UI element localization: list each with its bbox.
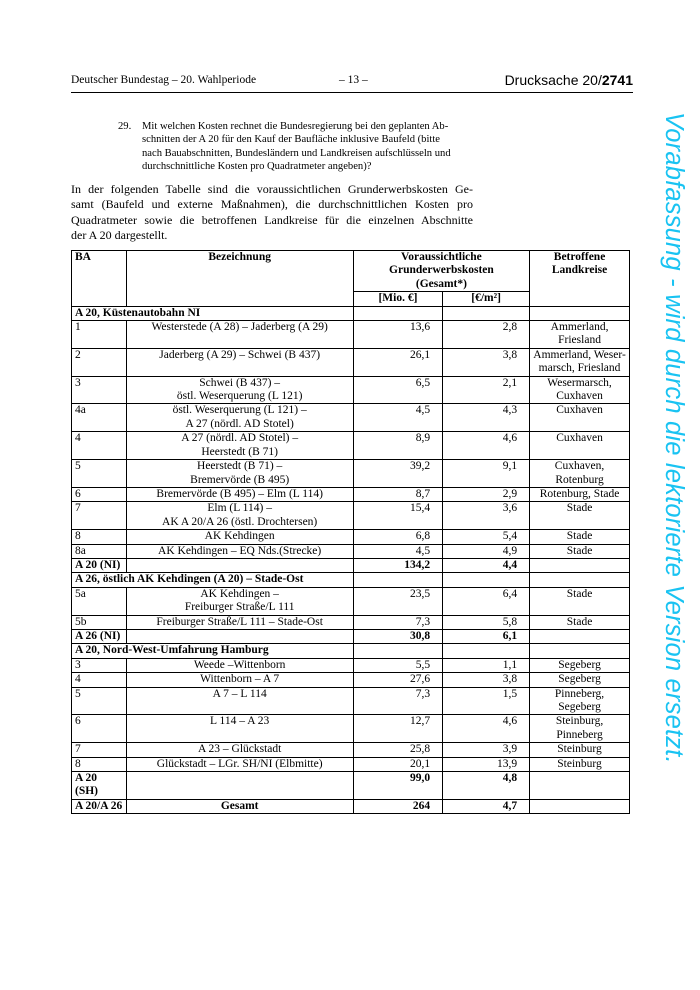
subtotal-mio: 134,2 xyxy=(353,558,442,572)
cell-landkreise xyxy=(530,615,630,629)
cell-ba-line: 4 xyxy=(75,673,81,686)
cell-mio xyxy=(353,404,442,432)
question-number: 29. xyxy=(118,121,132,132)
cell-bezeichnung-line: AK Kehdingen xyxy=(204,530,275,543)
cell-bezeichnung xyxy=(126,743,353,757)
cell-landkreise xyxy=(530,530,630,544)
cost-table xyxy=(71,250,630,814)
table-row xyxy=(72,487,630,501)
cell-ba-line: 8a xyxy=(75,544,86,557)
cell-mio-line: 8,7 xyxy=(415,487,431,500)
subtotal-qm: 6,1 xyxy=(443,629,530,643)
cell-bezeichnung xyxy=(126,544,353,558)
cell-qm-line: 1,5 xyxy=(502,687,518,700)
section-body xyxy=(72,658,630,771)
cell-qm xyxy=(443,658,530,672)
cell-ba xyxy=(72,715,127,743)
cell-landkreise-line: Ammerland, xyxy=(550,321,609,334)
cell-ba xyxy=(72,687,127,715)
cell-landkreise xyxy=(530,502,630,530)
cell-landkreise-line: Rotenburg xyxy=(555,473,604,486)
header-rule xyxy=(71,92,633,93)
cell-ba xyxy=(72,404,127,432)
section-title: A 20, Küstenautobahn NI xyxy=(72,306,354,320)
cell-bezeichnung xyxy=(126,530,353,544)
cell-qm-line: 3,8 xyxy=(502,348,518,361)
cell-mio-line: 27,6 xyxy=(409,673,431,686)
cell-qm xyxy=(443,348,530,376)
subtotal-qm: 4,8 xyxy=(443,772,530,800)
intro-line: In der folgenden Tabelle sind die voraussichtlichen Grunderwerbskosten Ge- xyxy=(71,182,473,196)
cell-landkreise xyxy=(530,743,630,757)
cell-qm-line: 6,4 xyxy=(502,587,518,600)
cell-landkreise-line: Stade xyxy=(566,530,593,543)
header-landkreise-line: Betroffene xyxy=(553,251,606,263)
table-row xyxy=(72,376,630,404)
question-line: nach Bauabschnitten, Bundesländern und Landkreisen aufschlüsseln und xyxy=(142,147,451,159)
table-row xyxy=(72,460,630,488)
header-kosten-line: Voraussichtliche xyxy=(401,251,482,263)
cell-mio xyxy=(353,348,442,376)
cell-landkreise-line: Steinburg xyxy=(557,743,602,756)
cell-bezeichnung xyxy=(126,321,353,349)
cell-landkreise-line: Rotenburg, Stade xyxy=(539,487,620,500)
cell-qm xyxy=(443,715,530,743)
cell-qm xyxy=(443,544,530,558)
cell-bezeichnung-line: Wittenborn – A 7 xyxy=(200,673,280,686)
cell-ba xyxy=(72,530,127,544)
cell-bezeichnung xyxy=(126,757,353,771)
cell-bezeichnung-line: A 27 (nördl. AD Stotel) – xyxy=(181,432,299,445)
cell-landkreise-line: Segeberg xyxy=(558,658,601,671)
cell-qm xyxy=(443,487,530,501)
cell-ba xyxy=(72,432,127,460)
cell-qm-line: 2,8 xyxy=(502,321,518,334)
cell-bezeichnung-line: Westerstede (A 28) – Jaderberg (A 29) xyxy=(151,321,328,334)
subtotal-row xyxy=(72,558,630,572)
cell-mio xyxy=(353,460,442,488)
subtotal-label: A 20 (NI) xyxy=(72,558,127,572)
cell-mio-line: 6,8 xyxy=(415,530,431,543)
cell-mio xyxy=(353,487,442,501)
cell-landkreise-line: Stade xyxy=(566,587,593,600)
cell-bezeichnung-line: Freiburger Straße/L 111 xyxy=(184,601,295,614)
cell-qm xyxy=(443,587,530,615)
cell-landkreise-line: Cuxhaven, xyxy=(554,460,605,473)
table-row xyxy=(72,404,630,432)
cell-mio-line: 13,6 xyxy=(409,321,431,334)
grand-total-text: Gesamt xyxy=(126,799,353,813)
table-row xyxy=(72,658,630,672)
cell-qm xyxy=(443,687,530,715)
cell-mio xyxy=(353,658,442,672)
header-landkreise-line: Landkreise xyxy=(551,264,608,277)
table-row xyxy=(72,321,630,349)
cell-bezeichnung-line: A 27 (nördl. AD Stotel) xyxy=(185,417,294,430)
cell-mio-line: 5,5 xyxy=(415,658,431,671)
table-row xyxy=(72,432,630,460)
cell-landkreise xyxy=(530,432,630,460)
subtotal-row xyxy=(72,629,630,643)
cell-ba-line: 5b xyxy=(75,615,87,628)
cell-qm-line: 3,6 xyxy=(502,502,518,515)
cell-qm-line: 3,8 xyxy=(502,673,518,686)
cell-landkreise-line: Ammerland, Weser- xyxy=(533,348,626,361)
section-body xyxy=(72,587,630,629)
cell-mio-line: 15,4 xyxy=(409,502,431,515)
header-landkreise xyxy=(530,251,630,307)
cell-bezeichnung xyxy=(126,348,353,376)
cell-mio xyxy=(353,544,442,558)
cell-ba xyxy=(72,376,127,404)
cell-bezeichnung-line: Glückstadt – LGr. SH/NI (Elbmitte) xyxy=(156,757,323,770)
table-header-row xyxy=(72,251,630,292)
cell-landkreise-line: marsch, Friesland xyxy=(538,362,621,375)
cell-qm xyxy=(443,757,530,771)
cell-qm xyxy=(443,432,530,460)
cell-ba-line: 3 xyxy=(75,376,81,389)
cell-bezeichnung-line: Jaderberg (A 29) – Schwei (B 437) xyxy=(159,348,321,361)
cell-bezeichnung-line: Bremervörde (B 495) xyxy=(190,473,290,486)
cell-qm xyxy=(443,404,530,432)
section-row xyxy=(72,573,630,587)
grand-total-qm: 4,7 xyxy=(443,799,530,813)
cell-landkreise xyxy=(530,404,630,432)
cell-mio xyxy=(353,321,442,349)
cell-landkreise-line: Segeberg xyxy=(558,673,601,686)
cell-landkreise-line: Stade xyxy=(566,615,593,628)
table-row xyxy=(72,348,630,376)
table-row xyxy=(72,530,630,544)
table-row xyxy=(72,757,630,771)
cell-landkreise-line: Wesermarsch, xyxy=(547,376,612,389)
subtotal-row xyxy=(72,772,630,800)
table-row xyxy=(72,715,630,743)
table-row xyxy=(72,673,630,687)
cell-bezeichnung-line: A 7 – L 114 xyxy=(212,687,267,700)
cell-qm-line: 4,6 xyxy=(502,432,518,445)
cell-landkreise xyxy=(530,348,630,376)
cell-bezeichnung-line: östl. Weserquerung (L 121) – xyxy=(172,404,307,417)
section-row xyxy=(72,644,630,658)
cell-bezeichnung xyxy=(126,673,353,687)
cell-qm-line: 9,1 xyxy=(502,460,518,473)
cell-mio xyxy=(353,673,442,687)
cell-landkreise xyxy=(530,658,630,672)
header-bezeichnung: Bezeichnung xyxy=(126,251,353,307)
cell-ba-line: 6 xyxy=(75,487,81,500)
cell-mio xyxy=(353,530,442,544)
cell-qm-line: 2,9 xyxy=(502,487,518,500)
cell-mio xyxy=(353,376,442,404)
table-row xyxy=(72,587,630,615)
cell-landkreise-line: Stade xyxy=(566,502,593,515)
cell-qm-line: 5,4 xyxy=(502,530,518,543)
cell-bezeichnung-line: A 23 – Glückstadt xyxy=(197,743,282,756)
section-title: A 20, Nord-West-Umfahrung Hamburg xyxy=(72,644,354,658)
cell-ba xyxy=(72,460,127,488)
cell-mio-line: 23,5 xyxy=(409,587,431,600)
cell-ba-line: 4a xyxy=(75,404,86,417)
subtotal-label: A 20 (SH) xyxy=(72,772,127,800)
cell-mio xyxy=(353,432,442,460)
cell-bezeichnung-line: Freiburger Straße/L 111 – Stade-Ost xyxy=(156,615,323,628)
cell-mio-line: 7,3 xyxy=(415,615,431,628)
cell-bezeichnung xyxy=(126,376,353,404)
cell-bezeichnung-line: Bremervörde (B 495) – Elm (L 114) xyxy=(156,487,323,500)
cell-landkreise-line: Cuxhaven xyxy=(556,432,603,445)
cell-landkreise xyxy=(530,460,630,488)
cell-landkreise-line: Steinburg xyxy=(557,757,602,770)
cell-mio xyxy=(353,743,442,757)
cell-mio-line: 4,5 xyxy=(415,404,431,417)
cell-ba xyxy=(72,544,127,558)
cell-bezeichnung-line: Weede –Wittenborn xyxy=(193,658,286,671)
cell-bezeichnung-line: Schwei (B 437) – xyxy=(199,376,281,389)
intro-line: der A 20 dargestellt. xyxy=(71,228,168,243)
cell-qm xyxy=(443,673,530,687)
cell-qm-line: 3,9 xyxy=(502,743,518,756)
cell-mio-line: 7,3 xyxy=(415,687,431,700)
cell-mio-line: 6,5 xyxy=(415,376,431,389)
header-ba: BA xyxy=(72,251,127,307)
cell-bezeichnung xyxy=(126,487,353,501)
cell-ba-line: 6 xyxy=(75,715,81,728)
cell-landkreise-line: Cuxhaven xyxy=(556,404,603,417)
cell-landkreise xyxy=(530,757,630,771)
cell-mio xyxy=(353,757,442,771)
cell-bezeichnung xyxy=(126,658,353,672)
header-page-number: – 13 – xyxy=(339,74,368,86)
section-body xyxy=(72,321,630,559)
cell-ba-line: 1 xyxy=(75,321,81,334)
cell-mio-line: 12,7 xyxy=(409,715,431,728)
cell-mio-line: 20,1 xyxy=(409,757,431,770)
cell-bezeichnung xyxy=(126,615,353,629)
cell-bezeichnung xyxy=(126,404,353,432)
cell-landkreise-line: Steinburg, xyxy=(555,715,604,728)
cell-qm xyxy=(443,460,530,488)
table-row xyxy=(72,687,630,715)
cell-bezeichnung xyxy=(126,715,353,743)
cell-mio-line: 8,9 xyxy=(415,432,431,445)
subtotal-mio: 99,0 xyxy=(353,772,442,800)
table-row xyxy=(72,502,630,530)
cell-qm-line: 4,6 xyxy=(502,715,518,728)
unit-qm: [€/m²] xyxy=(443,292,530,306)
cell-mio xyxy=(353,615,442,629)
cell-qm xyxy=(443,502,530,530)
cell-bezeichnung xyxy=(126,432,353,460)
cell-landkreise xyxy=(530,544,630,558)
table-row xyxy=(72,615,630,629)
cell-ba xyxy=(72,321,127,349)
intro-line: samt (Baufeld und externe Maßnahmen), die durchschnittlichen Kosten pro xyxy=(71,197,473,212)
cell-bezeichnung-line: AK Kehdingen – xyxy=(200,587,279,600)
cell-mio-line: 26,1 xyxy=(409,348,431,361)
cell-bezeichnung-line: Elm (L 114) – xyxy=(207,502,272,515)
header-publication: Deutscher Bundestag – 20. Wahlperiode xyxy=(71,74,257,86)
cell-ba xyxy=(72,502,127,530)
cell-qm-line: 2,1 xyxy=(502,376,518,389)
cell-bezeichnung xyxy=(126,687,353,715)
header-document-number xyxy=(505,72,633,88)
cell-ba xyxy=(72,615,127,629)
cell-mio xyxy=(353,715,442,743)
grand-total-label: A 20/A 26 xyxy=(72,799,127,813)
header-kosten xyxy=(353,251,529,292)
cell-landkreise-line: Stade xyxy=(566,544,593,557)
cell-ba-line: 4 xyxy=(75,432,81,445)
cell-landkreise xyxy=(530,321,630,349)
cell-landkreise-line: Pinneberg xyxy=(556,728,603,741)
table-row xyxy=(72,544,630,558)
cell-landkreise xyxy=(530,587,630,615)
answer-intro xyxy=(71,182,473,244)
question-line: durchschnittliche Kosten pro Quadratmeter angeben)? xyxy=(142,160,372,172)
cell-ba-line: 8 xyxy=(75,530,81,543)
subtotal-qm: 4,4 xyxy=(443,558,530,572)
cell-qm xyxy=(443,743,530,757)
subtotal-label: A 26 (NI) xyxy=(72,629,127,643)
cell-mio xyxy=(353,687,442,715)
cell-bezeichnung-line: Heerstedt (B 71) – xyxy=(197,460,283,473)
grand-total-row xyxy=(72,799,630,813)
cell-ba-line: 7 xyxy=(75,743,81,756)
cell-ba xyxy=(72,673,127,687)
cell-ba-line: 2 xyxy=(75,348,81,361)
cell-landkreise xyxy=(530,376,630,404)
cell-qm-line: 13,9 xyxy=(496,757,518,770)
cell-mio xyxy=(353,502,442,530)
cell-ba-line: 5a xyxy=(75,587,86,600)
cell-qm xyxy=(443,615,530,629)
cell-bezeichnung-line: AK A 20/A 26 (östl. Drochtersen) xyxy=(162,515,318,528)
cell-landkreise-line: Friesland xyxy=(558,334,601,347)
cell-ba-line: 8 xyxy=(75,757,81,770)
cell-qm-line: 4,9 xyxy=(502,544,518,557)
question-line: schnitten der A 20 für den Kauf der Baufläche inklusive Baufeld (bitte xyxy=(142,134,441,146)
cell-bezeichnung xyxy=(126,502,353,530)
cell-mio-line: 4,5 xyxy=(415,544,431,557)
cell-ba-line: 3 xyxy=(75,658,81,671)
header-document-id: 2741 xyxy=(601,72,633,88)
cell-ba-line: 5 xyxy=(75,687,81,700)
header-document-prefix: Drucksache 20/ xyxy=(504,72,602,88)
cell-ba xyxy=(72,348,127,376)
cell-ba xyxy=(72,658,127,672)
cell-qm xyxy=(443,321,530,349)
header-kosten-line: Grunderwerbskosten xyxy=(389,264,494,277)
cell-bezeichnung-line: AK Kehdingen – EQ Nds.(Strecke) xyxy=(158,544,322,557)
intro-line: Quadratmeter sowie die betroffenen Landkreise für die einzelnen Abschnitte xyxy=(71,212,473,227)
draft-watermark xyxy=(660,112,690,882)
section-row xyxy=(72,306,630,320)
cell-ba xyxy=(72,587,127,615)
cell-ba-line: 5 xyxy=(75,460,81,473)
cell-bezeichnung-line: Heerstedt (B 71) xyxy=(201,445,278,458)
cell-landkreise xyxy=(530,715,630,743)
cell-mio-line: 25,8 xyxy=(409,743,431,756)
cell-landkreise xyxy=(530,487,630,501)
cell-ba-line: 7 xyxy=(75,502,81,515)
cell-bezeichnung xyxy=(126,587,353,615)
section-title: A 26, östlich AK Kehdingen (A 20) – Stade-Ost xyxy=(72,573,354,587)
cell-ba xyxy=(72,487,127,501)
cell-mio-line: 39,2 xyxy=(409,460,431,473)
cell-ba xyxy=(72,757,127,771)
cell-qm-line: 5,8 xyxy=(502,615,518,628)
table-row xyxy=(72,743,630,757)
header-kosten-line: (Gesamt*) xyxy=(415,277,467,290)
cell-qm xyxy=(443,376,530,404)
grand-total-mio: 264 xyxy=(353,799,442,813)
cell-landkreise-line: Cuxhaven xyxy=(556,390,603,403)
cell-landkreise xyxy=(530,687,630,715)
page-header xyxy=(71,74,633,90)
unit-mio: [Mio. €] xyxy=(353,292,442,306)
cell-bezeichnung xyxy=(126,460,353,488)
question-line: Mit welchen Kosten rechnet die Bundesregierung bei den geplanten Ab- xyxy=(142,121,449,132)
cell-landkreise-line: Pinneberg, xyxy=(554,687,605,700)
cell-bezeichnung-line: östl. Weserquerung (L 121) xyxy=(176,390,303,403)
watermark-text: Vorabfassung - wird durch die lektorierte Version ersetzt. xyxy=(660,112,688,764)
cell-landkreise xyxy=(530,673,630,687)
cell-qm-line: 4,3 xyxy=(502,404,518,417)
cell-mio xyxy=(353,587,442,615)
cell-landkreise-line: Segeberg xyxy=(558,701,601,713)
cell-bezeichnung-line: L 114 – A 23 xyxy=(210,715,270,728)
subtotal-mio: 30,8 xyxy=(353,629,442,643)
cell-qm xyxy=(443,530,530,544)
cell-ba xyxy=(72,743,127,757)
cell-qm-line: 1,1 xyxy=(502,658,518,671)
